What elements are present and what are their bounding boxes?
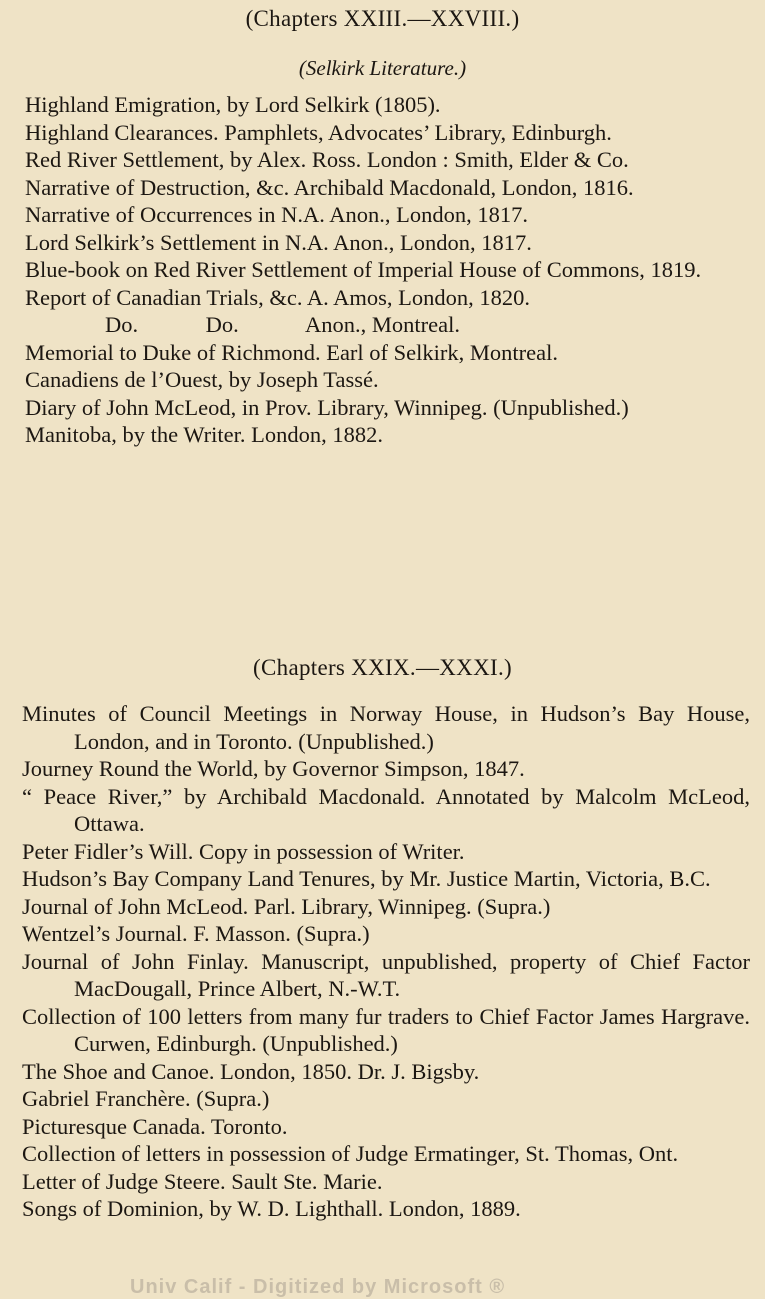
reference-item: Songs of Dominion, by W. D. Lighthall. London, 1889. — [22, 1196, 521, 1221]
reference-item: The Shoe and Canoe. London, 1850. Dr. J. Bigsby. — [22, 1058, 480, 1084]
reference-item: Hudson’s Bay Company Land Tenures, by Mr. Justice Martin, Victoria, B.C. — [22, 866, 711, 891]
reference-item: Picturesque Canada. Toronto. — [22, 1113, 288, 1139]
section1-heading: (Chapters XXIII.—XXVIII.) — [245, 6, 520, 31]
reference-item: Peter Fidler’s Will. Copy in possession of Writer. — [22, 838, 465, 864]
reference-item: Collection of letters in possession of Judge Ermatinger, St. Thomas, Ont. — [22, 1141, 679, 1166]
reference-item: Journal of John McLeod. Parl. Library, Winnipeg. (Supra.) — [22, 893, 551, 919]
reference-item: Minutes of Council Meetings in Norway House, in Hudson’s Bay House, London, and in Toronto. (Unpublished.) — [22, 701, 750, 754]
reference-item: Report of Canadian Trials, &c. A. Amos, London, 1820. — [25, 284, 530, 310]
reference-item: Lord Selkirk’s Settlement in N.A. Anon., London, 1817. — [25, 229, 532, 255]
section2-heading: (Chapters XXIX.—XXXI.) — [253, 655, 512, 680]
reference-item: Letter of Judge Steere. Sault Ste. Marie. — [22, 1168, 383, 1194]
reference-item: Blue-book on Red River Settlement of Imperial House of Commons, 1819. — [25, 257, 702, 282]
reference-item-ditto: Do. Do. Anon., Montreal. — [105, 312, 460, 337]
section2-reference-list — [22, 700, 750, 1223]
reference-item: Narrative of Occurrences in N.A. Anon., London, 1817. — [25, 202, 528, 227]
reference-item: Manitoba, by the Writer. London, 1882. — [25, 422, 384, 447]
reference-item: Gabriel Franchère. (Supra.) — [22, 1086, 270, 1111]
section1-reference-list — [25, 91, 750, 449]
reference-item: Diary of John McLeod, in Prov. Library, Winnipeg. (Unpublished.) — [25, 394, 629, 420]
reference-item: Memorial to Duke of Richmond. Earl of Selkirk, Montreal. — [25, 339, 559, 365]
section1-subheading: (Selkirk Literature.) — [298, 56, 467, 80]
reference-item: Journal of John Finlay. Manuscript, unpublished, property of Chief Factor MacDougall, Prince Albert, N.-W.T. — [22, 948, 750, 1001]
reference-item: Narrative of Destruction, &c. Archibald Macdonald, London, 1816. — [25, 174, 634, 200]
reference-item: Highland Clearances. Pamphlets, Advocates’ Library, Edinburgh. — [25, 119, 612, 145]
reference-item: “ Peace River,” by Archibald Macdonald. Annotated by Malcolm McLeod, Ottawa. — [22, 783, 750, 836]
reference-item: Wentzel’s Journal. F. Masson. (Supra.) — [22, 921, 370, 946]
reference-item: Collection of 100 letters from many fur traders to Chief Factor James Hargrave. Curwen, Edinburgh. (Unpublished.) — [22, 1003, 750, 1056]
reference-item: Highland Emigration, by Lord Selkirk (1805). — [25, 92, 441, 117]
reference-item: Red River Settlement, by Alex. Ross. London : Smith, Elder & Co. — [25, 147, 629, 172]
digitization-watermark: Univ Calif - Digitized by Microsoft ® — [130, 1276, 506, 1298]
reference-item: Journey Round the World, by Governor Simpson, 1847. — [22, 756, 525, 781]
reference-item: Canadiens de l’Ouest, by Joseph Tassé. — [25, 367, 379, 392]
